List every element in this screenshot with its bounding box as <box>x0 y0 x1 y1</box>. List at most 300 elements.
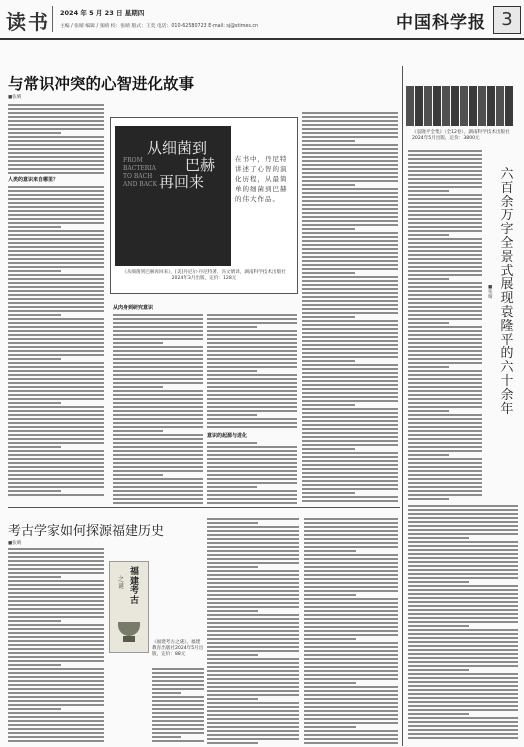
text-line <box>207 342 297 344</box>
text-line <box>302 140 355 142</box>
text-line <box>304 686 398 688</box>
text-line <box>408 701 518 703</box>
text-line <box>408 254 482 256</box>
text-line <box>113 490 203 492</box>
text-line <box>302 240 398 242</box>
text-line <box>113 330 203 332</box>
text-line <box>8 612 104 614</box>
text-line <box>8 692 104 694</box>
text-line <box>8 394 104 396</box>
text-line <box>8 274 104 276</box>
text-line <box>207 558 299 560</box>
text-line <box>8 482 104 484</box>
text-line <box>302 260 398 262</box>
text-line <box>113 354 203 356</box>
text-line <box>113 410 203 412</box>
text-line <box>113 462 203 464</box>
cover-en-3: TO BACH <box>123 173 153 180</box>
text-line <box>304 574 398 576</box>
text-line <box>408 174 482 176</box>
text-line <box>408 454 449 456</box>
text-line <box>207 638 299 640</box>
text-line <box>408 206 482 208</box>
text-line <box>8 572 104 574</box>
article-divider <box>8 507 400 508</box>
text-line <box>408 414 482 416</box>
text-line <box>408 398 482 400</box>
book-cover-image <box>115 126 231 266</box>
text-line <box>304 546 398 548</box>
text-line <box>8 198 104 200</box>
text-line <box>408 262 482 264</box>
text-line <box>8 556 104 558</box>
text-line <box>113 346 203 348</box>
text-line <box>8 330 104 332</box>
text-line <box>8 374 104 376</box>
text-line <box>408 438 482 440</box>
text-line <box>408 685 518 687</box>
text-line <box>302 116 398 118</box>
text-line <box>408 394 482 396</box>
text-line <box>113 326 203 328</box>
text-line <box>207 730 299 732</box>
text-line <box>408 557 518 559</box>
text-line <box>207 378 297 380</box>
text-line <box>207 722 299 724</box>
text-line <box>302 456 398 458</box>
text-line <box>113 422 203 424</box>
text-line <box>207 682 299 684</box>
text-line <box>304 594 356 596</box>
text-line <box>152 712 204 714</box>
text-line <box>304 734 398 736</box>
text-line <box>113 502 203 504</box>
text-line <box>207 374 297 376</box>
text-line <box>8 438 104 440</box>
text-line <box>207 534 299 536</box>
text-line <box>302 492 355 494</box>
text-line <box>8 148 104 150</box>
text-line <box>304 634 398 636</box>
text-line <box>408 737 518 739</box>
text-line <box>113 350 203 352</box>
text-line <box>207 494 297 496</box>
text-line <box>408 310 482 312</box>
pottery-illustration <box>118 622 140 636</box>
text-line <box>302 364 398 366</box>
text-line <box>408 513 518 515</box>
text-line <box>408 258 482 260</box>
text-line <box>302 272 355 274</box>
text-line <box>408 242 482 244</box>
text-line <box>8 592 104 594</box>
text-line <box>304 662 398 664</box>
text-line <box>113 470 203 472</box>
text-line <box>207 666 299 668</box>
text-line <box>408 250 482 252</box>
book-caption: 《从细菌到巴赫再回来》，[美]丹尼尔·丹尼特著，冯文婧译，湖南科学技术出版社2024年3月出版，定价：128元 <box>122 270 286 281</box>
text-line <box>8 576 61 578</box>
text-line <box>408 274 482 276</box>
text-line <box>408 498 449 500</box>
text-line <box>408 553 518 555</box>
text-line <box>8 298 104 300</box>
text-line <box>207 538 299 540</box>
text-line <box>408 158 482 160</box>
text-line <box>304 674 398 676</box>
text-line <box>207 710 299 712</box>
text-line <box>8 370 104 372</box>
text-line <box>113 358 203 360</box>
text-line <box>113 378 203 380</box>
text-line <box>302 424 398 426</box>
text-line <box>408 406 482 408</box>
text-line <box>304 642 398 644</box>
text-line <box>408 178 482 180</box>
text-line <box>302 476 398 478</box>
text-line <box>304 694 398 696</box>
text-line <box>302 164 398 166</box>
text-line <box>8 262 104 264</box>
text-line <box>408 170 482 172</box>
text-line <box>8 120 104 122</box>
text-line <box>302 192 398 194</box>
text-line <box>302 216 398 218</box>
text-line <box>304 666 398 668</box>
text-line <box>302 328 398 330</box>
text-line <box>8 494 104 496</box>
text-line <box>408 649 518 651</box>
text-line <box>8 194 104 196</box>
text-line <box>302 332 398 334</box>
pottery-foot <box>123 636 135 642</box>
text-line <box>304 630 398 632</box>
text-line <box>207 630 299 632</box>
text-line <box>302 360 355 362</box>
text-line <box>302 236 398 238</box>
text-line <box>8 454 104 456</box>
text-line <box>207 686 299 688</box>
text-line <box>8 282 104 284</box>
text-line <box>302 472 398 474</box>
text-line <box>8 358 61 360</box>
text-line <box>302 264 398 266</box>
text-line <box>8 584 104 586</box>
text-line <box>8 128 104 130</box>
text-line <box>302 480 398 482</box>
text-line <box>408 613 518 615</box>
text-line <box>302 168 398 170</box>
text-line <box>113 394 203 396</box>
text-line <box>304 614 398 616</box>
text-line <box>302 112 398 114</box>
text-line <box>408 434 482 436</box>
text-line <box>8 322 104 324</box>
text-line <box>302 380 398 382</box>
book-spine <box>460 86 468 126</box>
staff-credits: 主编 / 张晴 编辑 / 张晴 校：张晴 版式：王奕 电话：010-62580723 E-mail: sj@stimes.cn <box>60 24 259 29</box>
text-line <box>302 144 398 146</box>
text-line <box>408 386 482 388</box>
text-line <box>8 414 104 416</box>
text-line <box>304 706 398 708</box>
text-line <box>408 294 482 296</box>
text-line <box>113 434 203 436</box>
text-line <box>8 112 104 114</box>
text-line <box>408 593 518 595</box>
text-line <box>8 156 104 158</box>
text-line <box>304 590 398 592</box>
text-line <box>408 653 518 655</box>
text-line <box>408 565 518 567</box>
text-line <box>207 442 257 444</box>
text-line <box>113 314 203 316</box>
text-line <box>8 164 104 166</box>
text-line <box>408 645 518 647</box>
text-line <box>302 188 398 190</box>
text-line <box>8 720 104 722</box>
text-line <box>302 340 398 342</box>
text-line <box>207 554 299 556</box>
book-spine <box>433 86 441 126</box>
text-line <box>113 442 203 444</box>
text-line <box>408 410 449 412</box>
text-line <box>8 604 104 606</box>
text-line <box>8 600 104 602</box>
text-line <box>302 124 398 126</box>
text-line <box>302 420 398 422</box>
text-line <box>8 326 104 328</box>
article2-headline: 考古学家如何探源福建历史 <box>8 524 165 539</box>
text-line <box>408 521 518 523</box>
text-line <box>302 176 398 178</box>
text-line <box>302 288 398 290</box>
text-line <box>113 370 203 372</box>
text-line <box>408 166 482 168</box>
text-line <box>8 382 104 384</box>
text-line <box>8 668 104 670</box>
text-line <box>408 358 482 360</box>
text-line <box>8 124 104 126</box>
text-line <box>408 370 482 372</box>
book-set-image <box>406 86 518 126</box>
text-line <box>8 218 104 220</box>
header-divider <box>52 6 53 32</box>
text-line <box>113 362 203 364</box>
text-line <box>207 518 299 520</box>
text-line <box>207 318 297 320</box>
cover-title-1: 从细菌到 <box>147 139 208 157</box>
text-line <box>152 728 204 730</box>
text-line <box>8 704 104 706</box>
text-line <box>302 208 398 210</box>
text-line <box>207 426 297 428</box>
text-line <box>408 430 482 432</box>
text-line <box>8 740 104 742</box>
page-number-box <box>493 6 521 34</box>
text-line <box>113 374 203 376</box>
page-header <box>0 0 524 40</box>
text-line <box>113 382 203 384</box>
text-line <box>408 382 482 384</box>
text-line <box>302 320 398 322</box>
text-line <box>113 322 203 324</box>
text-line <box>302 120 398 122</box>
text-line <box>207 446 297 448</box>
text-line <box>302 468 398 470</box>
text-line <box>8 346 104 348</box>
text-line <box>207 734 299 736</box>
book-feature-box <box>110 117 298 294</box>
text-line <box>152 732 204 734</box>
text-line <box>408 621 518 623</box>
text-line <box>8 648 104 650</box>
text-line <box>302 248 398 250</box>
text-line <box>8 652 104 654</box>
text-line <box>408 418 482 420</box>
text-line <box>302 268 398 270</box>
text-line <box>302 412 398 414</box>
text-line <box>207 530 299 532</box>
text-line <box>207 526 299 528</box>
text-line <box>113 342 163 344</box>
text-line <box>207 654 258 656</box>
text-line <box>8 470 104 472</box>
text-line <box>408 426 482 428</box>
text-line <box>207 498 297 500</box>
text-line <box>8 294 104 296</box>
text-line <box>302 448 355 450</box>
text-line <box>207 338 297 340</box>
text-line <box>207 410 297 412</box>
text-line <box>408 354 482 356</box>
text-line <box>113 450 203 452</box>
text-line <box>8 226 61 228</box>
text-line <box>408 326 482 328</box>
text-line <box>304 722 398 724</box>
text-line <box>302 464 398 466</box>
text-line <box>302 284 398 286</box>
text-line <box>207 622 299 624</box>
text-line <box>207 706 299 708</box>
text-line <box>408 230 482 232</box>
text-line <box>408 190 449 192</box>
text-line <box>207 714 299 716</box>
text-line <box>408 422 482 424</box>
text-line <box>408 625 469 627</box>
text-line <box>8 172 104 174</box>
text-line <box>8 246 104 248</box>
text-line <box>304 598 398 600</box>
text-line <box>152 684 204 686</box>
text-line <box>408 402 482 404</box>
text-line <box>302 300 398 302</box>
book-spine <box>424 86 432 126</box>
text-line <box>8 680 104 682</box>
text-line <box>304 646 398 648</box>
text-line <box>8 266 104 268</box>
text-line <box>8 222 104 224</box>
text-line <box>302 220 398 222</box>
text-line <box>8 350 104 352</box>
text-line <box>304 670 398 672</box>
text-line <box>304 710 398 712</box>
text-line <box>8 390 104 392</box>
text-line <box>113 402 203 404</box>
text-line <box>408 609 518 611</box>
text-line <box>408 162 482 164</box>
text-line <box>408 222 482 224</box>
text-line <box>113 474 163 476</box>
text-line <box>302 296 398 298</box>
text-line <box>408 198 482 200</box>
text-line <box>8 490 61 492</box>
article1-subhead-1: 人类的意识来自哪里？ <box>8 177 59 183</box>
text-line <box>408 486 482 488</box>
text-line <box>408 186 482 188</box>
text-line <box>207 414 257 416</box>
text-line <box>302 156 398 158</box>
text-line <box>408 725 518 727</box>
text-line <box>207 462 297 464</box>
text-line <box>113 466 203 468</box>
text-line <box>304 714 398 716</box>
text-line <box>8 140 104 142</box>
text-line <box>207 406 297 408</box>
text-line <box>304 650 398 652</box>
text-line <box>152 724 204 726</box>
text-line <box>8 206 104 208</box>
text-line <box>8 132 61 134</box>
text-line <box>304 690 398 692</box>
text-line <box>8 608 104 610</box>
text-line <box>408 505 518 507</box>
text-line <box>8 632 104 634</box>
book-spine <box>505 86 513 126</box>
text-line <box>8 302 104 304</box>
text-line <box>207 366 297 368</box>
text-line <box>8 116 104 118</box>
text-line <box>408 234 449 236</box>
text-line <box>302 316 355 318</box>
text-line <box>8 334 104 336</box>
text-line <box>8 644 104 646</box>
text-line <box>8 136 104 138</box>
text-line <box>408 182 482 184</box>
text-line <box>152 740 204 742</box>
text-line <box>304 742 398 744</box>
text-line <box>302 180 398 182</box>
text-line <box>113 438 203 440</box>
text-line <box>408 194 482 196</box>
text-line <box>8 108 104 110</box>
text-line <box>408 342 482 344</box>
text-line <box>207 602 299 604</box>
text-line <box>207 574 299 576</box>
book-spine <box>487 86 495 126</box>
text-line <box>113 454 203 456</box>
text-line <box>207 542 299 544</box>
text-line <box>302 200 398 202</box>
text-line <box>207 346 297 348</box>
text-line <box>207 610 258 612</box>
text-line <box>302 196 398 198</box>
text-line <box>304 654 398 656</box>
text-line <box>408 298 482 300</box>
text-line <box>8 258 104 260</box>
text-line <box>8 168 104 170</box>
text-line <box>408 270 482 272</box>
